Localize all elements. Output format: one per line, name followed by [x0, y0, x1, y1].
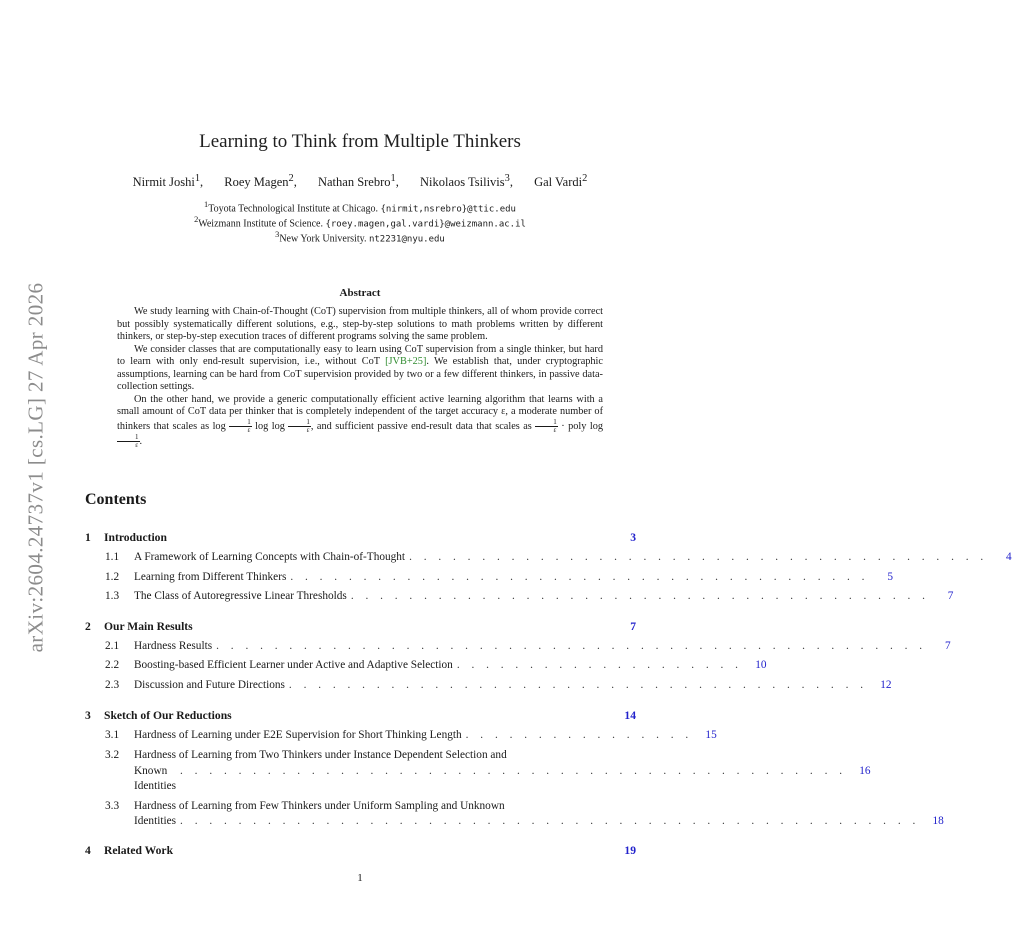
toc-subsection[interactable]: 1.3 The Class of Autoregressive Linear Thresholds . . . . . . . . . . . . . . . . . . . . . . . . . . . . . . . . . . . . . . . . 7 — [105, 590, 954, 603]
toc-subsection[interactable]: 1.2 Learning from Different Thinkers . . . . . . . . . . . . . . . . . . . . . . . . . . . . . . . . . . . . . . . . 5 — [105, 570, 893, 583]
page-link[interactable]: 14 — [624, 708, 636, 722]
author-list — [0, 173, 720, 190]
abstract-paragraph: On the other hand, we provide a generic computationally efficient active learning algorithm that learns with a small amount of CoT data per thinker that is completely independent of the target accuracy ε, a moderate number of thinkers that scales as log $\frac{1}{\varepsilon}$ log log $\frac{1}{\varepsilon}$ , and sufficient passive end-result data that scales as $\frac{1}{\varepsilon}$ · poly log $\frac{1}{\varepsilon}$ . — [117, 393, 604, 449]
page-link[interactable]: 5 — [887, 570, 893, 583]
abstract-paragraph: We study learning with Chain-of-Thought (CoT) supervision from multiple thinkers, all of whom provide correct but possibly systematically different solutions, e.g., step-by-step solutions to math problems written by different thinkers, or step-by-step execution traces of different programs solving the same problem. — [117, 306, 603, 342]
page-number: 1 — [357, 872, 363, 884]
fraction: $\frac{1}{\varepsilon}$ — [117, 434, 140, 449]
author: Nirmit Joshi$^1$, — [132, 173, 204, 190]
page-link[interactable]: 18 — [932, 815, 944, 828]
contents-heading: Contents — [85, 491, 147, 508]
page-link[interactable]: 7 — [944, 639, 951, 652]
page-link[interactable]: 12 — [880, 678, 892, 691]
affiliation: $^1$Toyota Technological Institute at Chicago. {nirmit,nsrebro}@ttic.edu — [204, 200, 516, 215]
email: nt2231@nyu.edu — [368, 234, 445, 245]
toc-subsection[interactable]: 2.1 Hardness Results . . . . . . . . . . . . . . . . . . . . . . . . . . . . . . . . . . . . . . . . . . . . . . . . . 7 — [105, 639, 951, 652]
toc-subsection[interactable]: 3.3 Hardness of Learning from Few Thinkers under Uniform Sampling and Unknown Identities . . . . . . . . . . . . . . . . . . . . . . . . . . . . . . . . . . . . . . . . . . . . . . . . . . . 18 — [85, 799, 636, 830]
affiliation: $^2$Weizmann Institute of Science. {roey.magen,gal.vardi}@weizmann.ac.il — [194, 215, 526, 230]
author: Nikolaos Tsilivis$^3$, — [419, 173, 513, 190]
fraction: $\frac{1}{\varepsilon}$ — [288, 419, 311, 434]
paper-title: Learning to Think from Multiple Thinkers — [199, 131, 521, 152]
abstract-heading: Abstract — [339, 287, 381, 299]
author: Roey Magen$^2$, — [224, 173, 297, 190]
page-link[interactable]: 4 — [1006, 551, 1012, 563]
page-link[interactable]: 3 — [630, 531, 636, 544]
citation-link[interactable]: [JVB+25] — [385, 356, 427, 367]
author: Gal Vardi$^2$ — [534, 173, 588, 190]
toc-subsection[interactable]: 2.2 Boosting-based Efficient Learner under Active and Adaptive Selection . . . . . . . . . . . . . . . . . . . . 10 — [105, 659, 767, 672]
toc-section[interactable]: 4 Related Work 19 — [85, 843, 636, 857]
table-of-contents — [85, 531, 1012, 864]
arxiv-sidebar — [16, 262, 56, 672]
page-link[interactable]: 15 — [705, 728, 717, 741]
toc-section[interactable]: 2 Our Main Results 7 — [85, 619, 636, 633]
toc-section[interactable]: 3 Sketch of Our Reductions 14 — [85, 708, 636, 722]
page-link[interactable]: 7 — [630, 619, 636, 633]
arxiv-identifier: arXiv:2604.24737v1 [cs.LG] 27 Apr 2026 — [23, 282, 48, 652]
page-link[interactable]: 16 — [859, 764, 871, 777]
page-link[interactable]: 7 — [947, 590, 954, 603]
page-link[interactable]: 10 — [755, 659, 767, 672]
toc-subsection[interactable]: 1.1 A Framework of Learning Concepts with Chain-of-Thought . . . . . . . . . . . . . . . . . . . . . . . . . . . . . . . . . . . . . . . . 4 — [105, 551, 1012, 563]
toc-subsection[interactable]: 2.3 Discussion and Future Directions . . . . . . . . . . . . . . . . . . . . . . . . . . . . . . . . . . . . . . . . 12 — [105, 678, 892, 691]
email: {roey.magen,gal.vardi}@weizmann.ac.il — [325, 219, 526, 230]
fraction: $\frac{1}{\varepsilon}$ — [535, 419, 558, 434]
toc-section[interactable]: 1 Introduction 3 — [85, 531, 636, 544]
email: {nirmit,nsrebro}@ttic.edu — [380, 204, 516, 215]
abstract-paragraph: We consider classes that are computationally easy to learn using CoT supervision from a single thinker, but hard to learn with only end-result supervision, i.e., without CoT [JVB+25]. We establish that, under cryptographic assumptions, learning can be hard from CoT supervision provided by two or a few different thinkers, in passive data-collection settings. — [117, 343, 603, 392]
abstract-body — [117, 306, 603, 449]
page-link[interactable]: 19 — [624, 843, 636, 857]
affiliation: $^3$New York University. nt2231@nyu.edu — [275, 230, 445, 245]
toc-subsection[interactable]: 3.2 Hardness of Learning from Two Thinkers under Instance Dependent Selection and Known Identities . . . . . . . . . . . . . . . . . . . . . . . . . . . . . . . . . . . . . . . . . . . . . . 16 — [105, 749, 871, 793]
author: Nathan Srebro$^1$, — [317, 173, 399, 190]
fraction: $\frac{1}{\varepsilon}$ — [229, 419, 252, 434]
toc-subsection[interactable]: 3.1 Hardness of Learning under E2E Supervision for Short Thinking Length . . . . . . . . . . . . . . . . 15 — [105, 728, 717, 741]
